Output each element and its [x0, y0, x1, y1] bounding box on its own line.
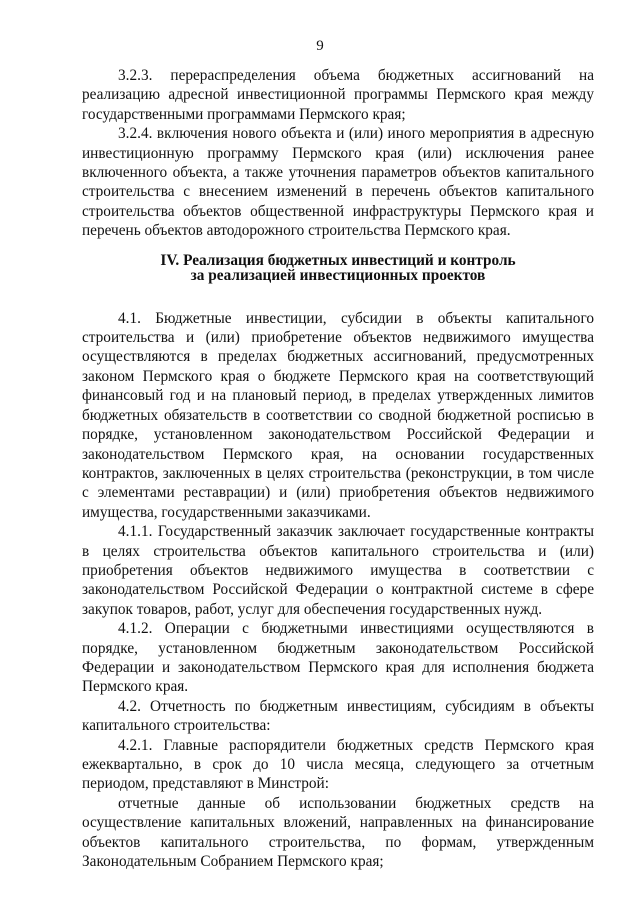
page-number: 9	[316, 38, 324, 54]
paragraph-4-1-2: 4.1.2. Операции с бюджетными инвестициями осуществляются в порядке, установленном бюджетным законодательством Российской Федерации и законодательством Пермского края для исполнения бюджета Пермского края.	[82, 620, 594, 696]
paragraph-3-2-3: 3.2.3. перераспределения объема бюджетных ассигнований на реализацию адресной инвестиционной программы Пермского края между государственными программами Пермского края;	[82, 67, 594, 123]
paragraph-3-2-4: 3.2.4. включения нового объекта и (или) иного мероприятия в адресную инвестиционную программу Пермского края (или) исключения ранее включенного объекта, а также уточнения параметров объектов капитального строительства с внесением изменений в перечень объектов капитального строительства объектов общественной инфраструктуры Пермского края и перечень объектов автодорожного строительства Пермского края.	[82, 125, 594, 240]
section-heading	[82, 253, 594, 283]
document-body	[82, 66, 594, 871]
paragraph-report-data: отчетные данные об использовании бюджетных средств на осуществление капитальных вложений, направленных на финансирование объектов капитального строительства, по формам, утвержденным Законодательным Собранием Пермского края;	[82, 794, 594, 871]
paragraph-4-2-1: 4.2.1. Главные распорядители бюджетных средств Пермского края ежеквартально, в срок до 10 числа месяца, следующего за отчетным периодом, представляют в Минстрой:	[82, 736, 594, 793]
paragraph-4-2: 4.2. Отчетность по бюджетным инвестициям, субсидиям в объекты капитального строительства:	[82, 697, 594, 735]
paragraph-4-1-1: 4.1.1. Государственный заказчик заключает государственные контракты в целях строительства объектов капитального строительства и (или) приобретения объектов недвижимого имущества в соответствии с законодательством Российской Федерации о контрактной системе в сфере закупок товаров, работ, услуг для обеспечения государственных нужд.	[82, 523, 594, 618]
section-heading-line-2: за реализацией инвестиционных проектов	[190, 266, 486, 284]
paragraph-4-1: 4.1. Бюджетные инвестиции, субсидии в объекты капитального строительства и (или) приобретение объектов недвижимого имущества осуществляются в пределах бюджетных ассигнований, предусмотренных законом Пермского края о бюджете Пермского края на соответствующий финансовый год и на плановый период, в пределах утвержденных лимитов бюджетных обязательств в соответствии со сводной бюджетной росписью в порядке, установленном законодательством Российской Федерации и законодательством Пермского края, на основании государственных контрактов, заключенных в целях строительства (реконструкции, в том числе с элементами реставрации) и (или) приобретения объектов недвижимого имущества, государственными заказчиками.	[82, 309, 594, 521]
section-heading-line-1: IV. Реализация бюджетных инвестиций и контроль	[160, 251, 516, 269]
